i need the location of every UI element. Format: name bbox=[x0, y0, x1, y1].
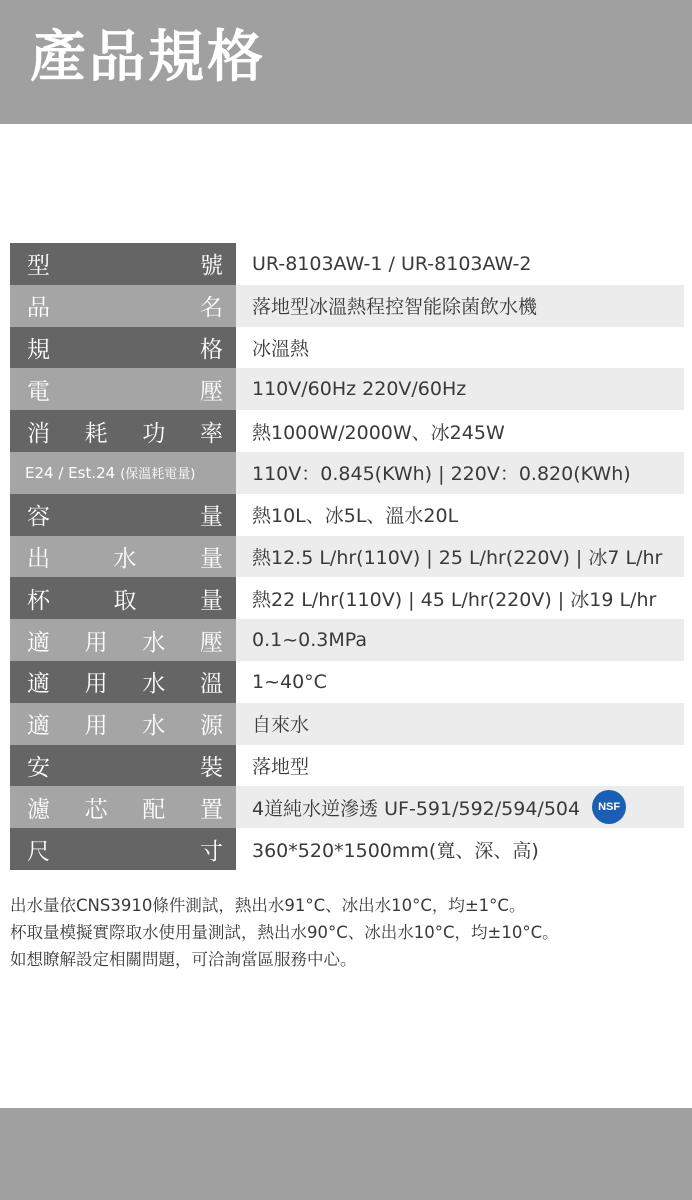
spec-label bbox=[10, 577, 236, 619]
spec-value-text: 落地型 bbox=[252, 755, 310, 778]
spec-row bbox=[10, 577, 684, 619]
spec-label bbox=[10, 368, 236, 410]
spec-value-text: 冰溫熱 bbox=[252, 337, 310, 360]
spec-label-char: 出 bbox=[27, 545, 50, 572]
spec-value-text: 4道純水逆滲透 UF-591/592/594/504 bbox=[252, 797, 581, 820]
spec-label bbox=[10, 661, 236, 703]
spec-value-text: 熱12.5 L/hr(110V) | 25 L/hr(220V) | 冰7 L/hr bbox=[252, 546, 663, 569]
spec-label-char: 號 bbox=[200, 253, 223, 280]
spec-label-char: 尺 bbox=[27, 838, 50, 865]
spec-label-char: 水 bbox=[142, 629, 166, 656]
spec-label-char: 取 bbox=[113, 587, 137, 614]
spec-value-text: 熱10L、冰5L、溫水20L bbox=[252, 505, 459, 528]
note-line: 如想瞭解設定相關問題，可洽詢當區服務中心。 bbox=[10, 950, 357, 969]
spec-value bbox=[236, 410, 684, 452]
spec-value bbox=[236, 327, 684, 369]
spec-label bbox=[10, 619, 236, 661]
spec-value-text: 1~40°C bbox=[252, 670, 327, 693]
spec-label-char: 裝 bbox=[200, 754, 223, 781]
spec-label bbox=[10, 285, 236, 327]
spec-value bbox=[236, 243, 684, 285]
spec-row bbox=[10, 661, 684, 703]
spec-label-char: 適 bbox=[27, 713, 50, 740]
spec-value-text: 熱1000W/2000W、冰245W bbox=[252, 421, 505, 444]
spec-value-text: 360*520*1500mm(寬、深、高) bbox=[252, 839, 539, 862]
spec-label-char: 適 bbox=[27, 629, 50, 656]
spec-row bbox=[10, 327, 684, 369]
spec-value bbox=[236, 745, 684, 787]
spec-label-char: 安 bbox=[27, 754, 50, 781]
spec-label bbox=[10, 243, 236, 285]
spec-label-char: 水 bbox=[142, 671, 166, 698]
spec-label-char: 電 bbox=[27, 378, 50, 405]
spec-label-char: 名 bbox=[200, 295, 223, 322]
spec-label-char: 壓 bbox=[200, 378, 223, 405]
spec-value bbox=[236, 452, 684, 494]
spec-label-char: 壓 bbox=[199, 629, 223, 656]
spec-row bbox=[10, 368, 684, 410]
spec-label-char: 量 bbox=[200, 504, 223, 531]
spec-value-text: 110V：0.845(KWh) | 220V：0.820(KWh) bbox=[252, 463, 631, 486]
spec-label-char: 耗 bbox=[84, 420, 108, 447]
spec-label-char: 濾 bbox=[27, 796, 50, 823]
spec-row bbox=[10, 828, 684, 870]
spec-label-char: 用 bbox=[84, 671, 108, 698]
spec-label-char: 量 bbox=[200, 545, 223, 572]
spec-row bbox=[10, 703, 684, 745]
spec-label-char: 配 bbox=[142, 796, 166, 823]
spec-label bbox=[10, 828, 236, 870]
spec-value-text: 熱22 L/hr(110V) | 45 L/hr(220V) | 冰19 L/hr bbox=[252, 588, 657, 611]
spec-label-char: 型 bbox=[27, 253, 50, 280]
spec-label bbox=[10, 327, 236, 369]
page-title: 產品規格 bbox=[30, 25, 266, 90]
spec-label-char: 寸 bbox=[200, 838, 223, 865]
spec-label bbox=[10, 745, 236, 787]
spec-row bbox=[10, 494, 684, 536]
spec-label-char: 溫 bbox=[199, 671, 223, 698]
spec-label-char: 消 bbox=[27, 420, 50, 447]
spec-label bbox=[10, 452, 236, 494]
spec-row bbox=[10, 536, 684, 578]
notes-section bbox=[10, 892, 682, 973]
spec-label bbox=[10, 410, 236, 452]
spec-label-char: 置 bbox=[199, 796, 223, 823]
spec-label-char: 率 bbox=[199, 420, 223, 447]
spec-value bbox=[236, 577, 684, 619]
spec-label-char: 芯 bbox=[84, 796, 108, 823]
spec-value bbox=[236, 285, 684, 327]
spec-label-char: 功 bbox=[142, 420, 166, 447]
spec-value-text: 0.1~0.3MPa bbox=[252, 629, 367, 652]
spec-label-char: 杯 bbox=[27, 587, 50, 614]
spec-label-char: 規 bbox=[27, 336, 50, 363]
nsf-badge-icon: NSF bbox=[592, 790, 626, 824]
spec-label-char: 水 bbox=[142, 713, 166, 740]
header-banner bbox=[0, 0, 692, 124]
spec-value-text: UR-8103AW-1 / UR-8103AW-2 bbox=[252, 252, 532, 275]
spec-label-note: (保溫耗電量) bbox=[120, 467, 196, 483]
spec-value bbox=[236, 536, 684, 578]
spec-label bbox=[10, 536, 236, 578]
spec-label bbox=[10, 786, 236, 828]
spec-row bbox=[10, 786, 684, 828]
spec-value bbox=[236, 786, 684, 828]
spec-label-text: E24 / Est.24 bbox=[25, 463, 116, 482]
spec-row bbox=[10, 243, 684, 285]
spec-value-text: 落地型冰溫熱程控智能除菌飲水機 bbox=[252, 296, 538, 319]
spec-label bbox=[10, 494, 236, 536]
spec-label-char: 水 bbox=[113, 545, 137, 572]
spec-value bbox=[236, 368, 684, 410]
spec-label-char: 源 bbox=[199, 713, 223, 740]
note-line: 出水量依CNS3910條件測試，熱出水91°C、冰出水10°C，均±1°C。 bbox=[10, 896, 526, 915]
spec-row bbox=[10, 452, 684, 494]
spec-label-char: 容 bbox=[27, 504, 50, 531]
spec-label bbox=[10, 703, 236, 745]
spec-row bbox=[10, 285, 684, 327]
spec-value bbox=[236, 828, 684, 870]
spec-label-char: 格 bbox=[200, 336, 223, 363]
spec-label-char: 量 bbox=[200, 587, 223, 614]
spec-label-char: 用 bbox=[84, 713, 108, 740]
spec-label-char: 用 bbox=[84, 629, 108, 656]
spec-row bbox=[10, 410, 684, 452]
spec-value-text: 110V/60Hz 220V/60Hz bbox=[252, 378, 467, 401]
spec-table bbox=[10, 243, 684, 870]
spec-value bbox=[236, 494, 684, 536]
spec-value bbox=[236, 661, 684, 703]
spec-value bbox=[236, 619, 684, 661]
spec-row bbox=[10, 619, 684, 661]
spec-value-text: 自來水 bbox=[252, 714, 310, 737]
spec-value bbox=[236, 703, 684, 745]
spec-row bbox=[10, 745, 684, 787]
spec-label-char: 品 bbox=[27, 295, 50, 322]
footer-banner bbox=[0, 1108, 692, 1200]
note-line: 杯取量模擬實際取水使用量測試，熱出水90°C、冰出水10°C，均±10°C。 bbox=[10, 923, 559, 942]
spec-label-char: 適 bbox=[27, 671, 50, 698]
